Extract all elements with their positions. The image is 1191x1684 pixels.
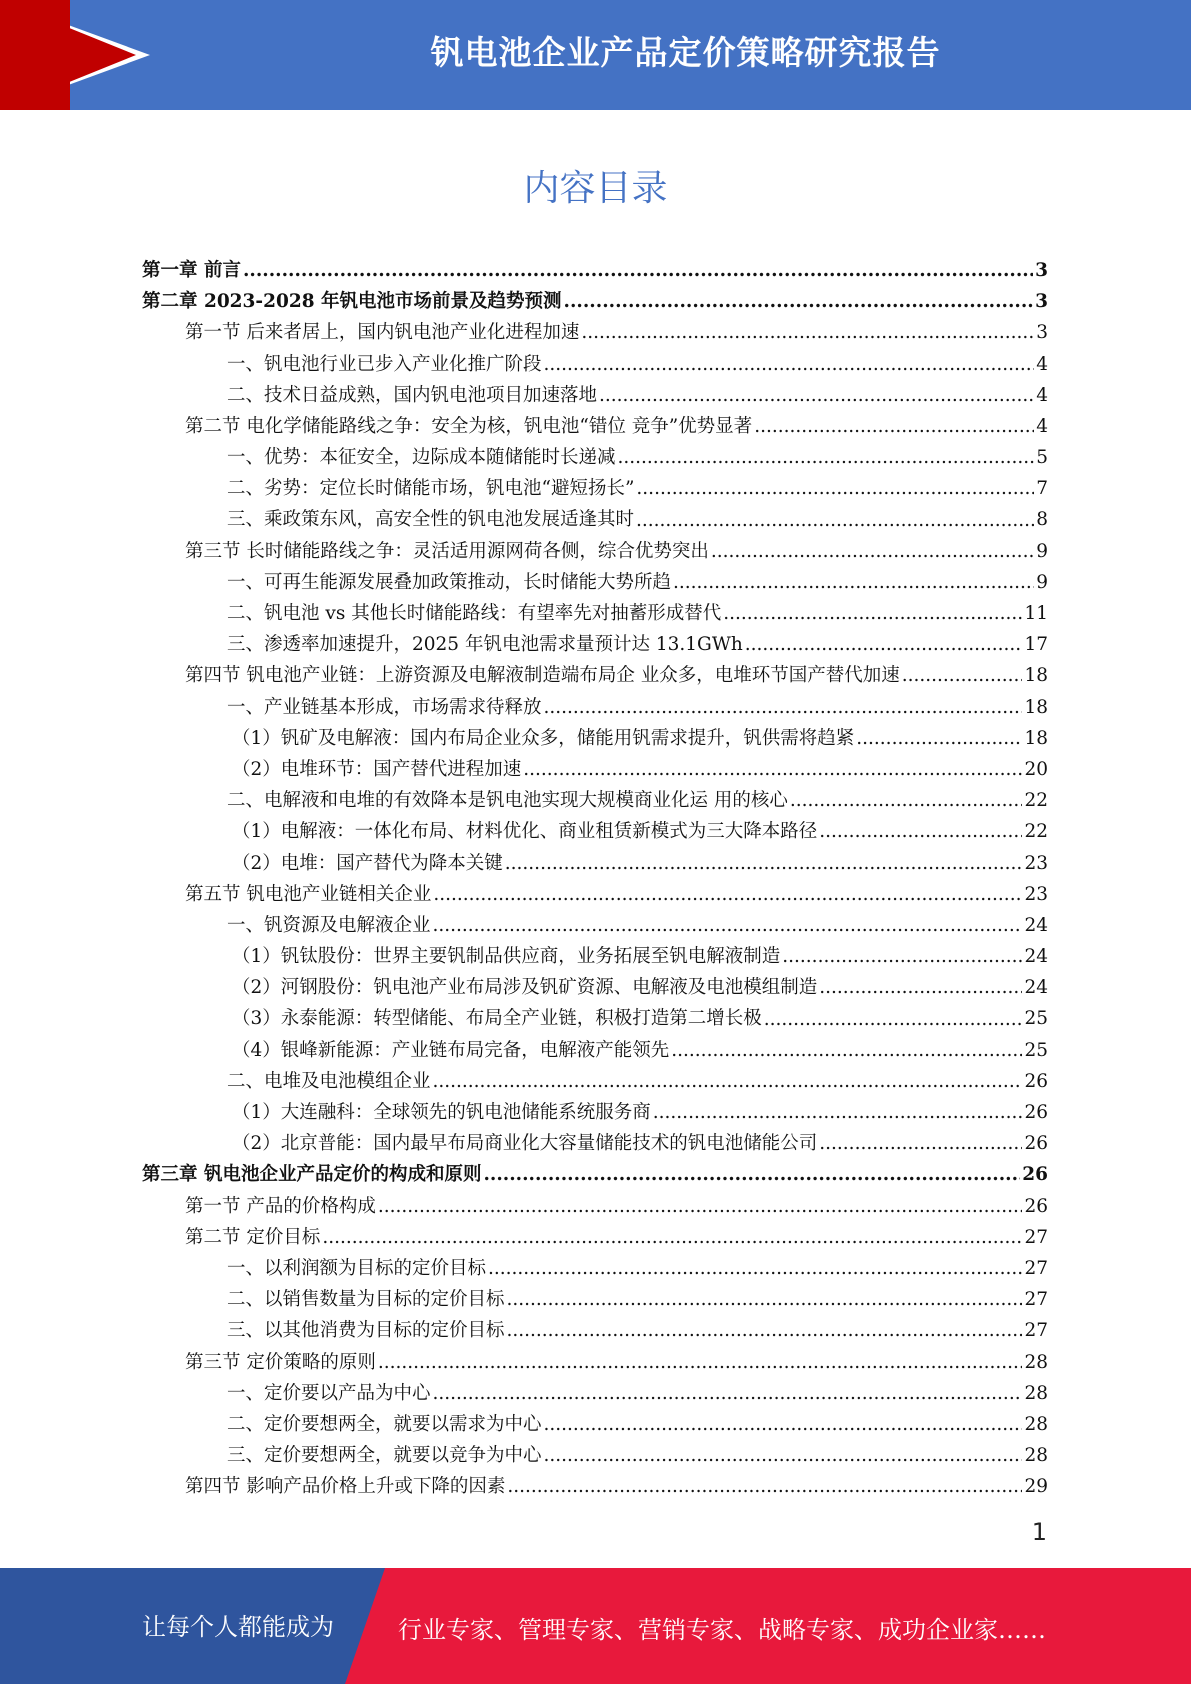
- toc-entry[interactable]: [142, 972, 1048, 1003]
- toc-entry-page: 26: [1024, 1102, 1048, 1124]
- toc-entry-text: 一、以利润额为目标的定价目标: [227, 1257, 487, 1279]
- toc-entry-page: 27: [1024, 1320, 1048, 1342]
- toc-entry-page: 26: [1024, 1133, 1048, 1155]
- toc-entry-page: 27: [1024, 1289, 1048, 1311]
- toc-entry[interactable]: [142, 598, 1048, 629]
- toc-entry-page: 4: [1036, 384, 1048, 406]
- toc-leader-dots: [819, 1128, 1022, 1159]
- toc-entry-page: 4: [1036, 415, 1048, 437]
- toc-entry-text: 第三节 长时储能路线之争：灵活适用源网荷各侧，综合优势突出: [185, 540, 709, 562]
- toc-leader-dots: [671, 1035, 1022, 1066]
- toc-entry[interactable]: [142, 629, 1048, 660]
- toc-entry-text: （4）银峰新能源：产业链布局完备，电解液产能领先: [232, 1039, 670, 1061]
- toc-leader-dots: [902, 660, 1023, 691]
- toc-entry[interactable]: [142, 660, 1048, 691]
- toc-entry-text: 二、电堆及电池模组企业: [227, 1070, 431, 1092]
- toc-entry-text: 第四节 钒电池产业链：上游资源及电解液制造端布局企 业众多，电堆环节国产替代加速: [185, 665, 900, 687]
- toc-entry[interactable]: [142, 723, 1048, 754]
- toc-entry-text: 三、乘政策东风，高安全性的钒电池发展适逢其时: [227, 509, 635, 531]
- toc-entry-page: 26: [1024, 1195, 1048, 1217]
- toc-entry-text: （1）电解液：一体化布局、材料优化、商业租赁新模式为三大降本路径: [232, 821, 818, 843]
- toc-leader-dots: [378, 1191, 1023, 1222]
- toc-entry-page: 11: [1024, 603, 1048, 625]
- toc-entry[interactable]: [142, 1471, 1048, 1502]
- toc-entry[interactable]: [142, 1191, 1048, 1222]
- toc-leader-dots: [322, 1222, 1022, 1253]
- toc-entry[interactable]: [142, 411, 1048, 442]
- toc-entry-page: 26: [1022, 1164, 1048, 1186]
- toc-leader-dots: [433, 1378, 1023, 1409]
- toc-entry-text: 一、定价要以产品为中心: [227, 1382, 431, 1404]
- toc-leader-dots: [636, 505, 1034, 536]
- toc-entry[interactable]: [142, 317, 1048, 348]
- toc-entry-text: 一、优势：本征安全，边际成本随储能时长递减: [227, 447, 616, 469]
- toc-entry-text: 一、可再生能源发展叠加政策推动，长时储能大势所趋: [227, 571, 672, 593]
- toc-entry[interactable]: [142, 1097, 1048, 1128]
- toc-entry[interactable]: [142, 941, 1048, 972]
- toc-leader-dots: [433, 1066, 1023, 1097]
- toc-entry-text: 一、产业链基本形成，市场需求待释放: [227, 696, 542, 718]
- toc-leader-dots: [636, 473, 1034, 504]
- footer-slogan-right: 行业专家、管理专家、营销专家、战略专家、成功企业家……: [398, 1616, 1046, 1644]
- toc-entry[interactable]: [142, 567, 1048, 598]
- toc-leader-dots: [507, 1315, 1023, 1346]
- toc-entry-text: 二、以销售数量为目标的定价目标: [227, 1289, 505, 1311]
- toc-entry-text: 二、技术日益成熟，国内钒电池项目加速落地: [227, 384, 598, 406]
- footer-blue-slant: [345, 1568, 385, 1684]
- toc-entry-text: 三、以其他消费为目标的定价目标: [227, 1320, 505, 1342]
- toc-entry[interactable]: [142, 1128, 1048, 1159]
- toc-leader-dots: [745, 629, 1023, 660]
- toc-entry-text: 第三章 钒电池企业产品定价的构成和原则: [142, 1164, 482, 1186]
- toc-leader-dots: [544, 349, 1035, 380]
- toc-entry-page: 28: [1024, 1413, 1048, 1435]
- toc-entry-page: 9: [1036, 571, 1048, 593]
- toc-entry-page: 22: [1024, 821, 1048, 843]
- toc-entry-text: 第二节 电化学储能路线之争：安全为核，钒电池“错位 竞争”优势显著: [185, 415, 753, 437]
- toc-entry-page: 23: [1024, 852, 1048, 874]
- toc-entry-page: 3: [1036, 322, 1048, 344]
- toc-entry[interactable]: [142, 1222, 1048, 1253]
- toc-entry[interactable]: [142, 536, 1048, 567]
- toc-entry-page: 18: [1024, 665, 1048, 687]
- toc-entry-page: 18: [1024, 727, 1048, 749]
- toc-entry-page: 24: [1024, 914, 1048, 936]
- toc-leader-dots: [653, 1097, 1023, 1128]
- toc-entry-text: 第一章 前言: [142, 259, 241, 281]
- toc-leader-dots: [673, 567, 1034, 598]
- toc-entry-text: （2）电堆：国产替代为降本关键: [232, 852, 503, 874]
- toc-entry[interactable]: [142, 1347, 1048, 1378]
- toc-entry[interactable]: [142, 505, 1048, 536]
- toc-entry-text: 第一节 产品的价格构成: [185, 1195, 376, 1217]
- toc-entry-page: 9: [1036, 540, 1048, 562]
- toc-entry-text: （1）大连融科：全球领先的钒电池储能系统服务商: [232, 1102, 651, 1124]
- table-of-contents: [142, 255, 1048, 1503]
- toc-leader-dots: [564, 286, 1034, 317]
- toc-leader-dots: [507, 1284, 1023, 1315]
- toc-leader-dots: [523, 754, 1022, 785]
- toc-leader-dots: [507, 1471, 1022, 1502]
- toc-entry-text: 第一节 后来者居上，国内钒电池产业化进程加速: [185, 322, 580, 344]
- toc-entry[interactable]: [142, 1315, 1048, 1346]
- toc-entry-page: 8: [1036, 509, 1048, 531]
- toc-entry-page: 7: [1036, 478, 1048, 500]
- toc-entry-page: 17: [1024, 634, 1048, 656]
- toc-entry-page: 25: [1024, 1039, 1048, 1061]
- toc-leader-dots: [819, 972, 1022, 1003]
- toc-entry[interactable]: [142, 349, 1048, 380]
- header-red-block: [0, 0, 70, 110]
- toc-entry-text: 二、钒电池 vs 其他长时储能路线：有望率先对抽蓄形成替代: [227, 603, 722, 625]
- toc-entry-page: 29: [1024, 1476, 1048, 1498]
- toc-entry-text: 二、劣势：定位长时储能市场，钒电池“避短扬长”: [227, 478, 635, 500]
- toc-leader-dots: [819, 816, 1022, 847]
- toc-leader-dots: [544, 1409, 1023, 1440]
- toc-leader-dots: [790, 785, 1023, 816]
- toc-entry-text: 第五节 钒电池产业链相关企业: [185, 883, 432, 905]
- toc-entry-text: 第二章 2023-2028 年钒电池市场前景及趋势预测: [142, 291, 562, 313]
- footer-banner: [0, 1568, 1191, 1684]
- toc-entry-page: 27: [1024, 1257, 1048, 1279]
- toc-entry-page: 27: [1024, 1226, 1048, 1248]
- toc-leader-dots: [433, 910, 1023, 941]
- toc-leader-dots: [378, 1347, 1023, 1378]
- toc-entry[interactable]: [142, 1378, 1048, 1409]
- toc-entry[interactable]: [142, 816, 1048, 847]
- toc-entry[interactable]: [142, 910, 1048, 941]
- toc-entry-text: 第三节 定价策略的原则: [185, 1351, 376, 1373]
- toc-entry-text: （2）河钢股份：钒电池产业布局涉及钒矿资源、电解液及电池模组制造: [232, 977, 818, 999]
- toc-leader-dots: [488, 1253, 1022, 1284]
- toc-entry[interactable]: [142, 754, 1048, 785]
- toc-entry-text: 二、电解液和电堆的有效降本是钒电池实现大规模商业化运 用的核心: [227, 790, 788, 812]
- toc-entry[interactable]: [142, 1440, 1048, 1471]
- toc-entry-page: 28: [1024, 1382, 1048, 1404]
- toc-entry[interactable]: [142, 255, 1048, 286]
- toc-title: 内容目录: [523, 168, 668, 209]
- toc-entry-page: 3: [1035, 291, 1048, 313]
- toc-entry-text: 一、钒资源及电解液企业: [227, 914, 431, 936]
- toc-entry[interactable]: [142, 848, 1048, 879]
- toc-leader-dots: [544, 1440, 1023, 1471]
- toc-entry-text: （1）钒钛股份：世界主要钒制品供应商，业务拓展至钒电解液制造: [232, 946, 781, 968]
- toc-entry-page: 18: [1024, 696, 1048, 718]
- toc-entry-page: 23: [1024, 883, 1048, 905]
- toc-entry-text: 二、定价要想两全，就要以需求为中心: [227, 1413, 542, 1435]
- toc-leader-dots: [544, 692, 1023, 723]
- toc-leader-dots: [581, 317, 1034, 348]
- toc-entry-text: 三、渗透率加速提升，2025 年钒电池需求量预计达 13.1GWh: [227, 634, 743, 656]
- toc-entry-page: 5: [1036, 447, 1048, 469]
- toc-entry-text: 第四节 影响产品价格上升或下降的因素: [185, 1476, 506, 1498]
- toc-entry-text: 第二节 定价目标: [185, 1226, 321, 1248]
- toc-leader-dots: [618, 442, 1035, 473]
- toc-entry[interactable]: [142, 1284, 1048, 1315]
- toc-entry[interactable]: [142, 785, 1048, 816]
- toc-entry[interactable]: [142, 442, 1048, 473]
- toc-entry[interactable]: [142, 286, 1048, 317]
- toc-leader-dots: [764, 1004, 1023, 1035]
- toc-leader-dots: [754, 411, 1034, 442]
- toc-entry[interactable]: [142, 1409, 1048, 1440]
- toc-entry[interactable]: [142, 1004, 1048, 1035]
- toc-entry-text: （1）钒矿及电解液：国内布局企业众多，储能用钒需求提升，钒供需将趋紧: [232, 727, 855, 749]
- toc-entry-page: 22: [1024, 790, 1048, 812]
- toc-entry-page: 26: [1024, 1070, 1048, 1092]
- toc-leader-dots: [483, 1159, 1020, 1190]
- toc-entry-page: 20: [1024, 758, 1048, 780]
- report-title: 钒电池企业产品定价策略研究报告: [430, 33, 941, 72]
- toc-entry-text: （2）北京普能：国内最早布局商业化大容量储能技术的钒电池储能公司: [232, 1133, 818, 1155]
- toc-entry[interactable]: [142, 1159, 1048, 1190]
- toc-entry-text: 一、钒电池行业已步入产业化推广阶段: [227, 353, 542, 375]
- toc-leader-dots: [856, 723, 1022, 754]
- toc-entry-page: 3: [1035, 259, 1048, 281]
- toc-entry-page: 24: [1024, 977, 1048, 999]
- toc-entry-text: （2）电堆环节：国产替代进程加速: [232, 758, 522, 780]
- toc-leader-dots: [599, 380, 1034, 411]
- toc-entry-page: 25: [1024, 1008, 1048, 1030]
- footer-slogan-left: 让每个人都能成为: [142, 1613, 334, 1641]
- toc-entry[interactable]: [142, 1035, 1048, 1066]
- toc-leader-dots: [723, 598, 1022, 629]
- toc-entry-page: 28: [1024, 1445, 1048, 1467]
- toc-entry[interactable]: [142, 473, 1048, 504]
- toc-entry-text: （3）永泰能源：转型储能、布局全产业链，积极打造第二增长极: [232, 1008, 762, 1030]
- toc-entry[interactable]: [142, 692, 1048, 723]
- toc-leader-dots: [505, 848, 1023, 879]
- toc-entry-text: 三、定价要想两全，就要以竞争为中心: [227, 1445, 542, 1467]
- toc-entry-page: 24: [1024, 946, 1048, 968]
- toc-leader-dots: [711, 536, 1034, 567]
- header-banner: [0, 0, 1191, 110]
- toc-entry[interactable]: [142, 380, 1048, 411]
- toc-leader-dots: [433, 879, 1022, 910]
- toc-entry[interactable]: [142, 1066, 1048, 1097]
- toc-leader-dots: [243, 255, 1033, 286]
- toc-entry[interactable]: [142, 879, 1048, 910]
- page-number: 1: [1031, 1518, 1047, 1546]
- toc-entry-page: 4: [1036, 353, 1048, 375]
- toc-entry[interactable]: [142, 1253, 1048, 1284]
- toc-entry-page: 28: [1024, 1351, 1048, 1373]
- toc-leader-dots: [782, 941, 1022, 972]
